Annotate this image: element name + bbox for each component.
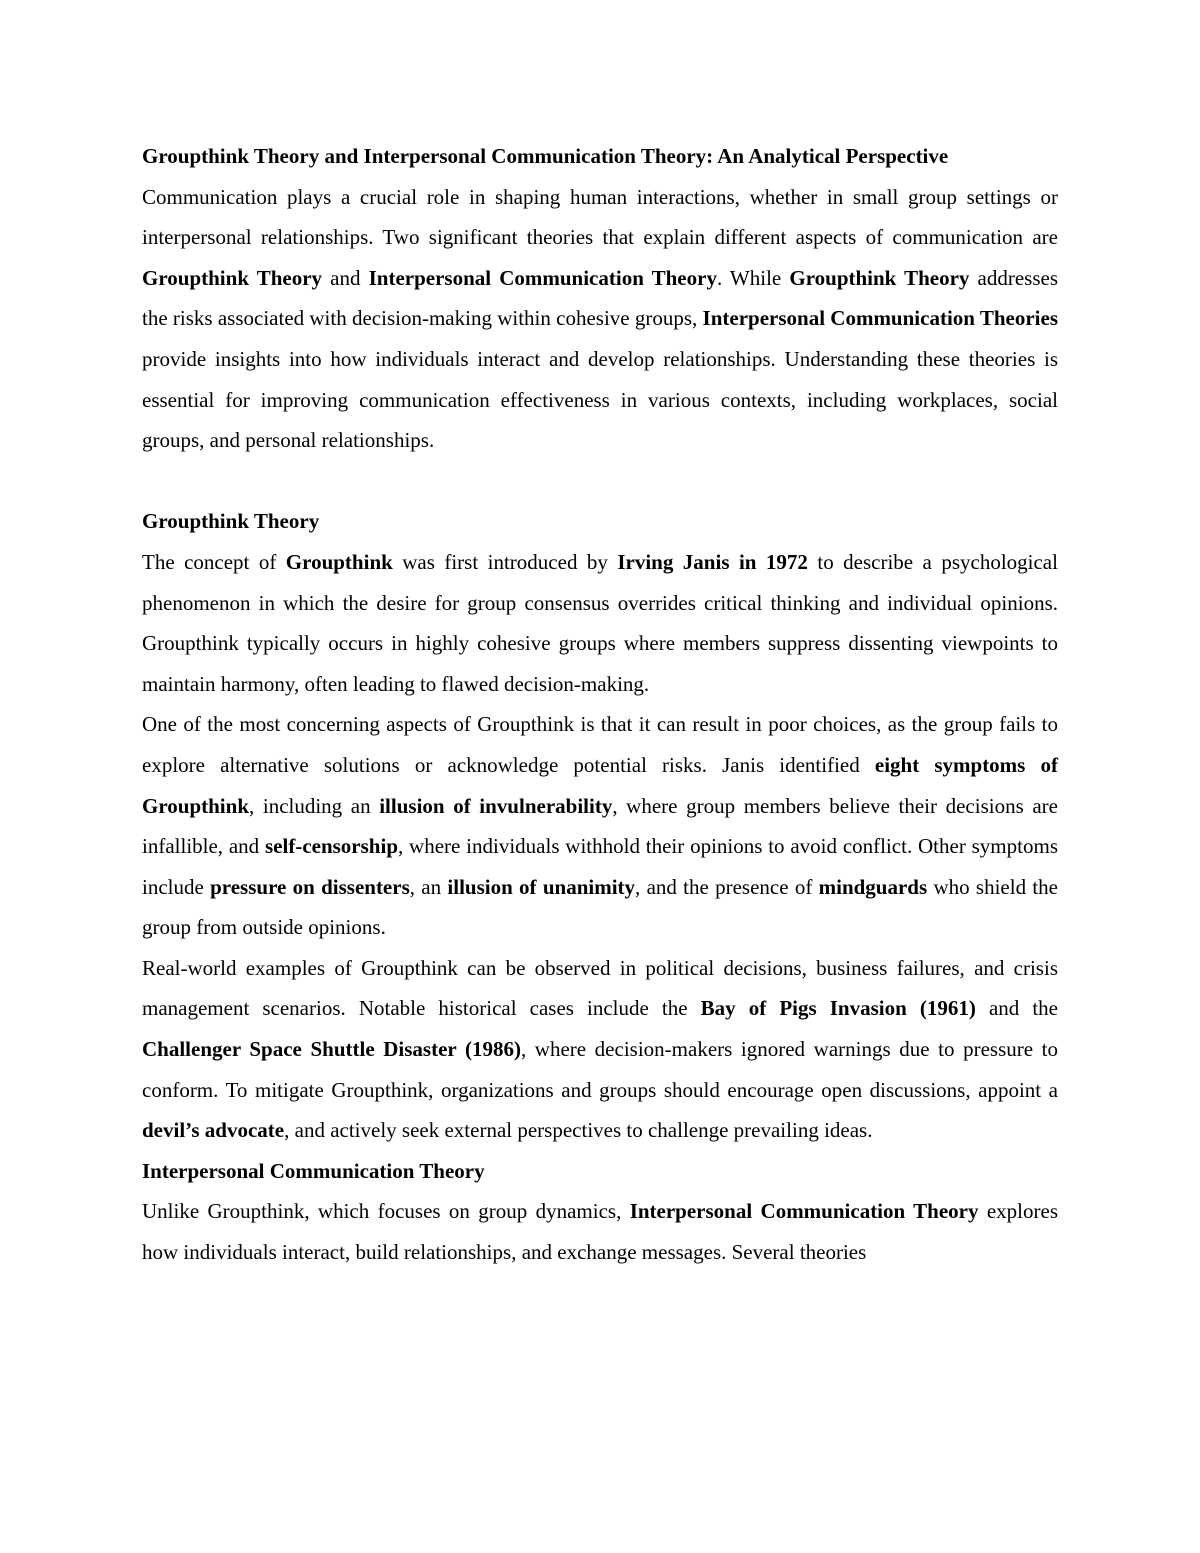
groupthink-heading: Groupthink Theory [142, 509, 320, 534]
intro-bold-interpersonal-theory: Interpersonal Communication Theory [368, 265, 717, 290]
intro-text-3: . While [716, 265, 790, 290]
gt-p2-bold-3: self-censorship [265, 834, 398, 859]
gt-p1-bold-2: Irving Janis in 1972 [617, 549, 808, 574]
groupthink-paragraph-3 [142, 948, 1058, 1151]
document-title: Groupthink Theory and Interpersonal Communication Theory: An Analytical Perspective [142, 144, 949, 168]
gt-p2-text-4: , where individuals withhold their opinions to avoid conflict. Other symptoms include [142, 834, 1058, 899]
groupthink-paragraph-2 [142, 704, 1058, 948]
document-page [142, 136, 1058, 1273]
gt-p2-text-2: , including an [249, 793, 380, 818]
gt-p3-text-2: and the [975, 996, 1059, 1021]
gt-p2-bold-6: mindguards [818, 874, 928, 899]
intro-text-4: addresses the risks associated with decision-making within cohesive groups, [142, 265, 1059, 331]
gt-p1-text-3: to describe a psychological phenomenon in which the desire for group consensus overrides critical thinking and individual opinions. Groupthink typically occurs in highly cohesive groups where members suppress dissenting viewpoints to maintain harmony, often leading to flawed decision-making. [142, 549, 1058, 696]
gt-p2-bold-2: illusion of invulnerability [379, 793, 613, 818]
gt-p2-text-6: , and the presence of [635, 874, 819, 899]
intro-bold-interpersonal-theories: Interpersonal Communication Theories [702, 306, 1058, 331]
gt-p3-text-3: , where decision-makers ignored warnings due to pressure to conform. To mitigate Groupthink, organizations and groups should encourage open discussions, appoint a [142, 1037, 1058, 1102]
gt-p3-bold-2: Challenger Space Shuttle Disaster (1986) [142, 1037, 521, 1062]
gt-p1-text-2: was first introduced by [392, 549, 618, 574]
gt-p3-text-4: , and actively seek external perspectives to challenge prevailing ideas. [284, 1118, 873, 1143]
gt-p2-text-5: , an [409, 874, 448, 899]
gt-p2-bold-4: pressure on dissenters [210, 874, 410, 899]
groupthink-paragraph-1 [142, 542, 1058, 704]
gt-p2-text-1: One of the most concerning aspects of Groupthink is that it can result in poor choices, as the group fails to explore alternative solutions or acknowledge potential risks. Janis identified [142, 712, 1058, 777]
gt-p2-text-7: who shield the group from outside opinions. [142, 874, 1059, 940]
intro-text-1: Communication plays a crucial role in shaping human interactions, whether in small group settings or interpersonal relationships. Two significant theories that explain different aspects of communication are [142, 184, 1058, 250]
intro-text-2: and [322, 265, 369, 290]
gt-p2-bold-1: eight symptoms of Groupthink [142, 752, 1058, 818]
gt-p3-bold-3: devil’s advocate [142, 1118, 285, 1143]
intro-bold-groupthink-theory: Groupthink Theory [142, 265, 323, 290]
intro-paragraph [142, 177, 1058, 461]
ip-p1-bold-1: Interpersonal Communication Theory [629, 1199, 979, 1224]
paragraph-gap [142, 461, 1058, 502]
gt-p3-bold-1: Bay of Pigs Invasion (1961) [700, 996, 976, 1021]
ip-p1-text-1: Unlike Groupthink, which focuses on group dynamics, [142, 1199, 630, 1224]
gt-p3-text-1: Real-world examples of Groupthink can be observed in political decisions, business failures, and crisis management scenarios. Notable historical cases include the [142, 955, 1058, 1021]
ip-p1-text-2: explores how individuals interact, build relationships, and exchange messages. Several theories [142, 1199, 1058, 1265]
interpersonal-paragraph-1 [142, 1191, 1058, 1272]
gt-p1-text-1: The concept of [142, 549, 286, 574]
gt-p2-text-3: , where group members believe their decisions are infallible, and [142, 793, 1058, 859]
gt-p1-bold-1: Groupthink [285, 549, 393, 574]
intro-text-5: provide insights into how individuals interact and develop relationships. Understanding these theories is essential for improving communication effectiveness in various contexts, including workplaces, social groups, and personal relationships. [142, 346, 1058, 453]
gt-p2-bold-5: illusion of unanimity [447, 874, 636, 899]
interpersonal-heading: Interpersonal Communication Theory [142, 1158, 485, 1183]
intro-bold-groupthink-theory-2: Groupthink Theory [789, 265, 970, 290]
